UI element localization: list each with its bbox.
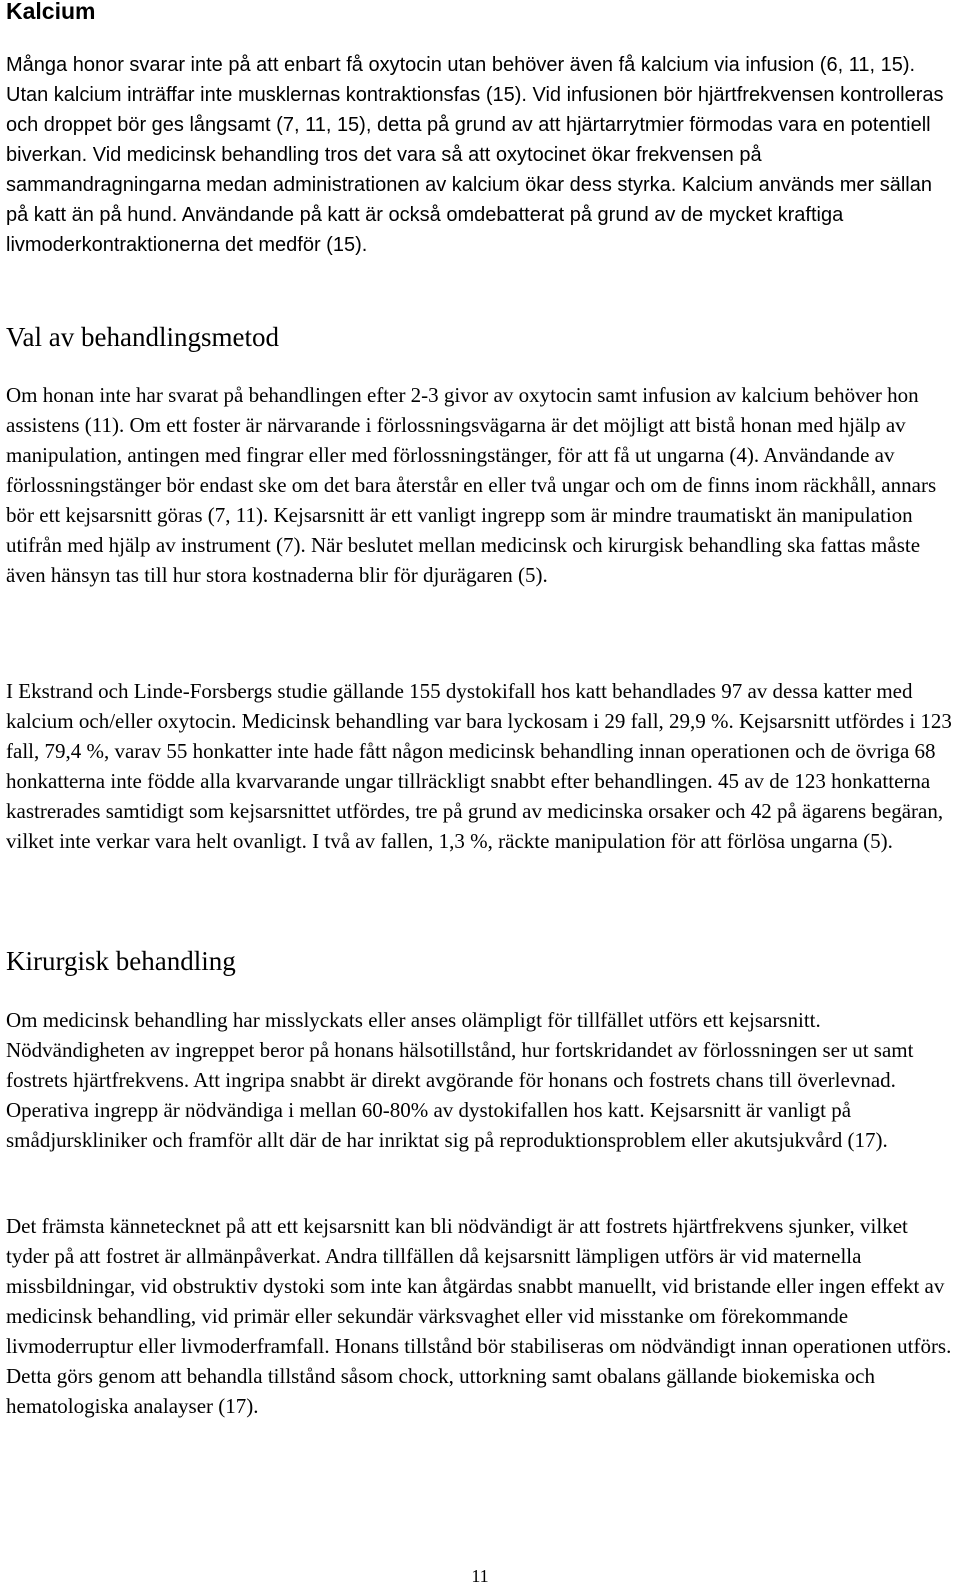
paragraph-val-1: Om honan inte har svarat på behandlingen efter 2-3 givor av oxytocin samt infusion av kalcium behöver hon assistens (11). Om ett foster är närvarande i förlossningsvägarna är det möjligt att bistå honan med hjälp av manipulation, antingen med fingrar eller med förlossningstänger, för att få ut ungarna (4). Användande av förlossningstänger bör endast ske om det bara återstår en eller två ungar och om de finns inom räckhåll, annars bör ett kejsarsnitt göras (7, 11). Kejsarsnitt är ett vanligt ingrepp som är mindre traumatiskt än manipulation utifrån med hjälp av instrument (7). När beslutet mellan medicinsk och kirurgisk behandling ska fattas måste även hänsyn tas till hur stora kostnaderna blir för djurägaren (5).	[6, 383, 937, 587]
heading-kalcium: Kalcium	[6, 0, 96, 24]
paragraph-val-2: I Ekstrand och Linde-Forsbergs studie gällande 155 dystokifall hos katt behandlades 97 av dessa katter med kalcium och/eller oxytocin. Medicinsk behandling var bara lyckosam i 29 fall, 29,9 %. Kejsarsnitt utfördes i 123 fall, 79,4 %, varav 55 honkatter inte hade fått någon medicinsk behandling innan operationen och de övriga 68 honkatterna inte födde alla kvarvarande ungar tillräckligt snabbt efter behandlingen. 45 av de 123 honkatterna kastrerades samtidigt som kejsarsnittet utfördes, tre på grund av medicinska orsaker och 42 på ägarens begäran, vilket inte verkar vara helt ovanligt. I två av fallen, 1,3 %, räckte manipulation för att förlösa ungarna (5).	[6, 679, 952, 853]
page-number: 11	[471, 1566, 489, 1586]
paragraph-kirurgisk-1: Om medicinsk behandling har misslyckats eller anses olämpligt för tillfället utförs ett kejsarsnitt. Nödvändigheten av ingreppet beror på honans hälsotillstånd, hur fortskridandet av förlossningen ser ut samt fostrets hjärtfrekvens. Att ingripa snabbt är direkt avgörande för honans och fostrets chans till överlevnad. Operativa ingrepp är nödvändiga i mellan 60-80% av dystokifallen hos katt. Kejsarsnitt är vanligt på smådjurskliniker och framför allt där de har inriktat sig på reproduktionsproblem eller akutsjukvård (17).	[6, 1008, 914, 1152]
paragraph-kirurgisk-2: Det främsta kännetecknet på att ett kejsarsnitt kan bli nödvändigt är att fostrets hjärtfrekvens sjunker, vilket tyder på att fostret är allmänpåverkat. Andra tillfällen då kejsarsnitt lämpligen utförs är vid maternella missbildningar, vid obstruktiv dystoki som inte kan åtgärdas snabbt manuellt, vid bristande eller ingen effekt av medicinsk behandling, vid primär eller sekundär värksvaghet eller vid misstanke om förekommande livmoderruptur eller livmoderframfall. Honans tillstånd bör stabiliseras om nödvändigt innan operationen utförs. Detta görs genom att behandla tillstånd såsom chock, uttorkning samt obalans gällande biokemiska och hematologiska analayser (17).	[6, 1214, 952, 1418]
heading-kirurgisk-behandling: Kirurgisk behandling	[6, 946, 236, 976]
heading-val-av-behandlingsmetod: Val av behandlingsmetod	[6, 322, 279, 352]
paragraph-kalcium: Många honor svarar inte på att enbart få oxytocin utan behöver även få kalcium via infusion (6, 11, 15). Utan kalcium inträffar inte musklernas kontraktionsfas (15). Vid infusionen bör hjärtfrekvensen kontrolleras och droppet bör ges långsamt (7, 11, 15), detta på grund av att hjärtarrytmier förmodas vara en potentiell biverkan. Vid medicinsk behandling tros det vara så att oxytocinet ökar frekvensen på sammandragningarna medan administrationen av kalcium ökar dess styrka. Kalcium används mer sällan på katt än på hund. Användande på katt är också omdebatterat på grund av de mycket kraftiga livmoderkontraktionerna det medför (15).	[6, 54, 944, 256]
